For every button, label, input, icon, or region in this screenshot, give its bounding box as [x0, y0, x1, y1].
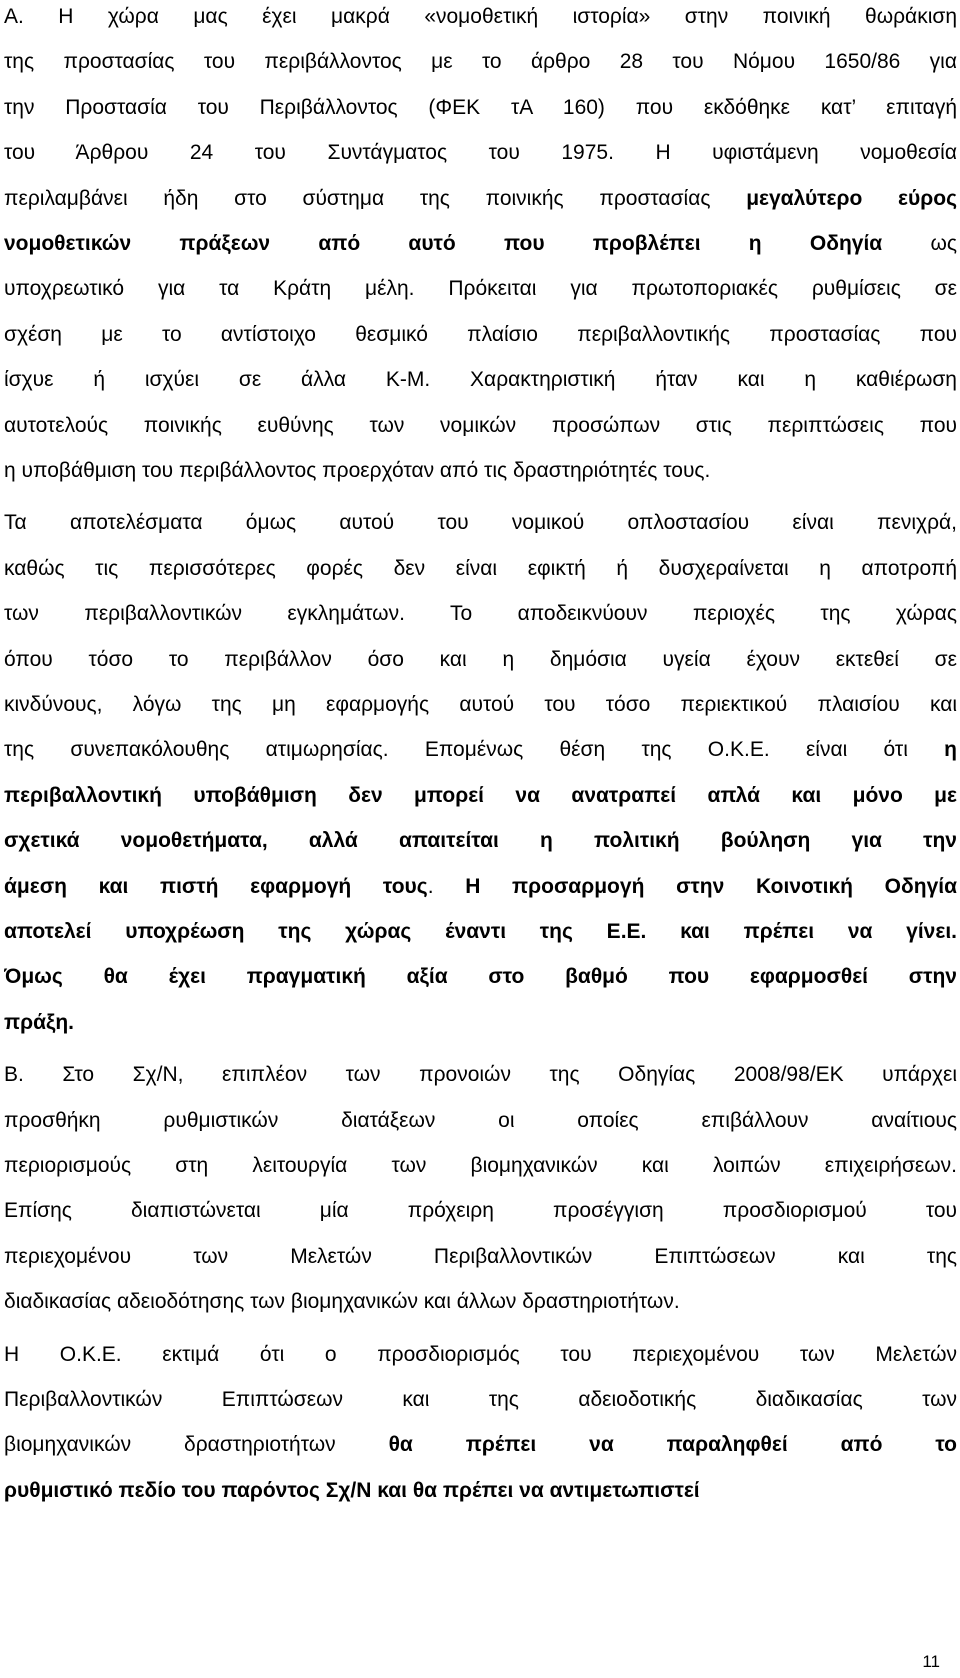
- text-run: την Προστασία του Περιβάλλοντος (ΦΕΚ τΑ 160) που εκδόθηκε κατ’ επιταγή: [4, 95, 957, 119]
- text-line: [4, 45, 957, 79]
- text-line: [4, 688, 957, 722]
- bold-text: Η προσαρμογή στην Κοινοτική Οδηγία: [465, 874, 957, 898]
- text-run: ως: [882, 232, 957, 255]
- bold-text: η: [944, 738, 957, 762]
- text-run: Α. Η χώρα μας έχει μακρά «νομοθετική ιστορία» στην ποινική θωράκιση: [4, 5, 957, 28]
- text-run: σχέση με το αντίστοιχο θεσμικό πλαίσιο περιβαλλοντικής προστασίας που: [4, 322, 957, 346]
- text-line: [4, 1383, 957, 1417]
- text-run: η υποβάθμιση του περιβάλλοντος προερχόταν από τις δραστηριότητές τους.: [4, 459, 711, 482]
- text-line: [4, 182, 957, 216]
- text-line: [4, 318, 957, 352]
- text-run: .: [427, 874, 466, 898]
- text-run: των περιβαλλοντικών εγκλημάτων. Το αποδεικνύουν περιοχές της χώρας: [4, 602, 957, 626]
- text-line: [4, 824, 957, 858]
- text-run: Περιβαλλοντικών Επιπτώσεων και της αδειοδοτικής διαδικασίας των: [4, 1388, 957, 1411]
- text-line: [4, 1338, 957, 1372]
- text-run: του Άρθρου 24 του Συντάγματος του 1975. Η υφιστάμενη νομοθεσία: [4, 141, 957, 165]
- text-run: της συνεπακόλουθης ατιμωρησίας. Επομένως θέση της Ο.Κ.Ε. είναι ότι: [4, 738, 945, 762]
- page-number: 11: [922, 1652, 940, 1671]
- text-run: Τα αποτελέσματα όμως αυτού του νομικού οπλοστασίου είναι πενιχρά,: [4, 511, 957, 535]
- text-line: [4, 1194, 957, 1228]
- text-line: [4, 136, 957, 170]
- text-line: [4, 643, 957, 677]
- bold-text: θα πρέπει να παραληφθεί από το: [388, 1433, 957, 1457]
- text-line: [4, 272, 957, 306]
- text-run: Β. Στο Σχ/Ν, επιπλέον των προνοιών της Οδηγίας 2008/98/ΕΚ υπάρχει: [4, 1063, 957, 1087]
- bold-text: Όμως θα έχει πραγματική αξία στο βαθμό που εφαρμοσθεί στην: [4, 965, 957, 989]
- text-run: ίσχυε ή ισχύει σε άλλα Κ-Μ. Χαρακτηριστική ήταν και η καθιέρωση: [4, 368, 957, 392]
- text-run: Επίσης διαπιστώνεται μία πρόχειρη προσέγγιση προσδιορισμού του: [4, 1199, 957, 1223]
- text-run: περιεχομένου των Μελετών Περιβαλλοντικών Επιπτώσεων και της: [4, 1244, 957, 1268]
- text-line: [4, 552, 957, 586]
- bold-text: άμεση και πιστή εφαρμογή τους: [4, 874, 428, 898]
- bold-text: περιβαλλοντική υποβάθμιση δεν μπορεί να ανατραπεί απλά και μόνο με: [4, 783, 957, 807]
- text-line: [4, 506, 957, 540]
- text-line: [4, 409, 957, 443]
- text-line: [4, 1474, 957, 1508]
- text-line: [4, 454, 957, 488]
- text-line: [4, 1240, 957, 1274]
- text-run: περιορισμούς στη λειτουργία των βιομηχανικών και λοιπών επιχειρήσεων.: [4, 1154, 957, 1177]
- text-line: [4, 915, 957, 949]
- text-line: [4, 1104, 957, 1138]
- text-line: [4, 870, 957, 904]
- bold-text: ρυθμιστικό πεδίο του παρόντος Σχ/Ν και θα πρέπει να αντιμετωπιστεί: [4, 1478, 700, 1502]
- text-line: [4, 1428, 957, 1462]
- text-line: [4, 1058, 957, 1092]
- text-run: της προστασίας του περιβάλλοντος με το άρθρο 28 του Νόμου 1650/86 για: [4, 50, 957, 74]
- text-run: προσθήκη ρυθμιστικών διατάξεων οι οποίες επιβάλλουν αναίτιους: [4, 1108, 957, 1132]
- text-line: [4, 1149, 957, 1183]
- bold-text: νομοθετικών πράξεων από αυτό που προβλέπει η Οδηγία: [4, 232, 883, 255]
- text-run: διαδικασίας αδειοδότησης των βιομηχανικών και άλλων δραστηριοτήτων.: [4, 1290, 680, 1314]
- bold-text: πράξη.: [4, 1010, 74, 1034]
- bold-text: μεγαλύτερο εύρος: [746, 186, 957, 210]
- text-run: υποχρεωτικό για τα Κράτη μέλη. Πρόκειται για πρωτοποριακές ρυθμίσεις σε: [4, 277, 957, 301]
- text-line: [4, 1285, 957, 1319]
- text-line: [4, 227, 957, 261]
- text-run: περιλαμβάνει ήδη στο σύστημα της ποινικής προστασίας: [4, 186, 747, 210]
- text-line: [4, 733, 957, 767]
- bold-text: σχετικά νομοθετήματα, αλλά απαιτείται η πολιτική βούληση για την: [4, 829, 957, 853]
- bold-text: αποτελεί υποχρέωση της χώρας έναντι της Ε.Ε. και πρέπει να γίνει.: [4, 920, 957, 943]
- text-line: [4, 1006, 957, 1040]
- text-run: βιομηχανικών δραστηριοτήτων: [4, 1433, 389, 1457]
- text-line: [4, 91, 957, 125]
- text-run: όπου τόσο το περιβάλλον όσο και η δημόσια υγεία έχουν εκτεθεί σε: [4, 647, 957, 671]
- text-run: Η Ο.Κ.Ε. εκτιμά ότι ο προσδιορισμός του περιεχομένου των Μελετών: [4, 1342, 957, 1366]
- text-line: [4, 779, 957, 813]
- text-line: [4, 0, 957, 34]
- text-line: [4, 363, 957, 397]
- text-line: [4, 960, 957, 994]
- text-run: αυτοτελούς ποινικής ευθύνης των νομικών προσώπων στις περιπτώσεις που: [4, 413, 957, 437]
- text-run: κινδύνους, λόγω της μη εφαρμογής αυτού του τόσο περιεκτικού πλαισίου και: [4, 693, 957, 716]
- text-run: καθώς τις περισσότερες φορές δεν είναι εφικτή ή δυσχεραίνεται η αποτροπή: [4, 556, 957, 580]
- text-line: [4, 597, 957, 631]
